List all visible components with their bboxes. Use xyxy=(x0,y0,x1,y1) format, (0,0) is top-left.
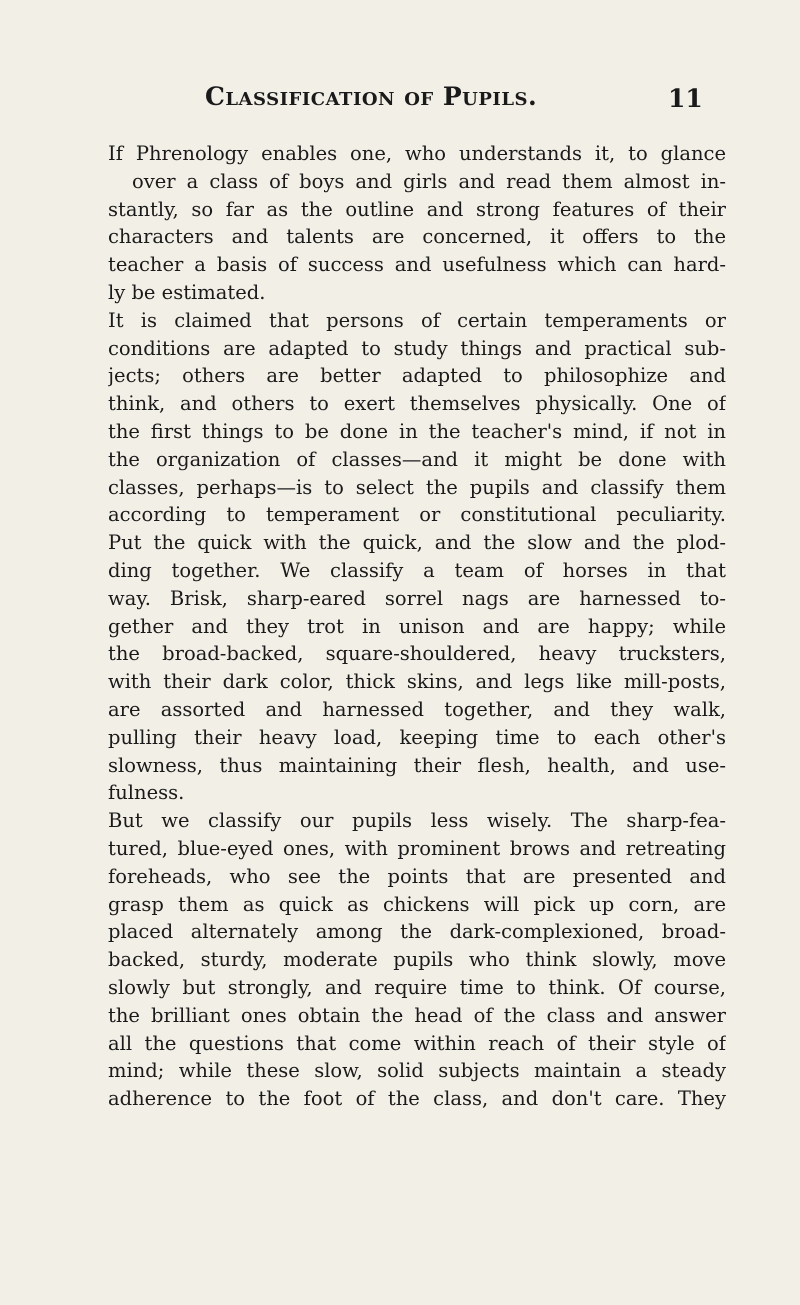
text-line: mind; while these slow, solid subjects maintain a steady xyxy=(108,1059,726,1083)
text-line: backed, sturdy, moderate pupils who think slowly, move xyxy=(108,948,726,972)
text-line: foreheads, who see the points that are presented and xyxy=(108,864,726,888)
body-text xyxy=(108,140,726,1113)
text-line: It is claimed that persons of certain temperaments or xyxy=(108,308,726,332)
text-line: stantly, so far as the outline and strong features of their xyxy=(108,197,726,221)
text-line: the organization of classes—and it might be done with xyxy=(108,447,726,471)
text-line: But we classify our pupils less wisely. The sharp-fea- xyxy=(108,809,726,833)
text-line: the broad-backed, square-shouldered, heavy trucksters, xyxy=(108,642,726,666)
text-line: If Phrenology enables one, who understands it, to glance xyxy=(108,142,726,165)
text-line: think, and others to exert themselves physically. One of xyxy=(108,392,726,416)
text-line: ly be estimated. xyxy=(108,280,266,304)
text-line: characters and talents are concerned, it offers to the xyxy=(108,225,726,249)
running-title: Classification of Pupils. xyxy=(205,82,538,111)
text-line: are assorted and harnessed together, and they walk, xyxy=(108,697,726,721)
text-line: according to temperament or constitutional peculiarity. xyxy=(108,503,726,527)
text-line: fulness. xyxy=(108,781,185,805)
text-line: with their dark color, thick skins, and legs like mill-posts, xyxy=(108,670,726,694)
text-line: jects; others are better adapted to philosophize and xyxy=(108,364,726,388)
text-line: the first things to be done in the teacher's mind, if not in xyxy=(108,419,726,443)
text-line: conditions are adapted to study things and practical sub- xyxy=(108,336,726,360)
text-line: pulling their heavy load, keeping time to each other's xyxy=(108,725,726,749)
text-line: grasp them as quick as chickens will pick up corn, are xyxy=(108,892,726,916)
text-line: the brilliant ones obtain the head of the class and answer xyxy=(108,1003,726,1027)
text-line: ding together. We classify a team of horses in that xyxy=(108,558,726,582)
text-line: slowly but strongly, and require time to think. Of course, xyxy=(108,975,726,999)
text-line: all the questions that come within reach of their style of xyxy=(108,1031,726,1055)
text-line: adherence to the foot of the class, and don't care. They xyxy=(108,1087,726,1111)
text-line: placed alternately among the dark-complexioned, broad- xyxy=(108,920,726,944)
page-number: 11 xyxy=(668,84,703,113)
text-line: classes, perhaps—is to select the pupils and classify them xyxy=(108,475,726,499)
text-line: teacher a basis of success and usefulness which can hard- xyxy=(108,253,726,277)
text-line: way. Brisk, sharp-eared sorrel nags are harnessed to- xyxy=(108,586,726,610)
text-line: Put the quick with the quick, and the slow and the plod- xyxy=(108,531,726,555)
text-line: over a class of boys and girls and read them almost in- xyxy=(132,169,726,193)
text-line: tured, blue-eyed ones, with prominent brows and retreating xyxy=(108,836,726,860)
text-line: slowness, thus maintaining their flesh, health, and use- xyxy=(108,753,726,777)
text-line: gether and they trot in unison and are happy; while xyxy=(108,614,726,638)
